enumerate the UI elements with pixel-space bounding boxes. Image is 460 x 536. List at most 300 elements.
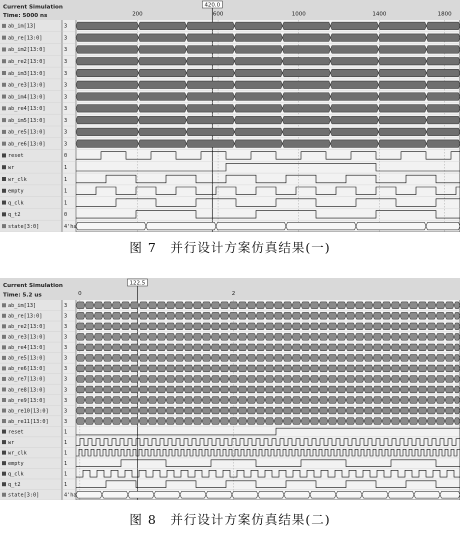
bus-segment bbox=[193, 323, 202, 330]
signal-value: 4'ha bbox=[64, 492, 77, 499]
bus-segment bbox=[184, 386, 193, 393]
signal-type-icon bbox=[2, 224, 6, 228]
bus-segment bbox=[202, 376, 211, 383]
bus-segment bbox=[301, 418, 310, 425]
state-segment bbox=[284, 491, 310, 498]
header-bar bbox=[0, 0, 460, 20]
bus-segment bbox=[112, 397, 121, 404]
bus-segment bbox=[166, 323, 175, 330]
bus-segment bbox=[202, 418, 211, 425]
bus-segment bbox=[112, 344, 121, 351]
bus-segment bbox=[301, 365, 310, 372]
bus-segment bbox=[355, 312, 364, 319]
bus-segment bbox=[445, 418, 454, 425]
bus-segment bbox=[337, 323, 346, 330]
bus-segment bbox=[391, 397, 400, 404]
bus-segment bbox=[319, 355, 328, 362]
bus-segment bbox=[346, 323, 355, 330]
bus-segment bbox=[220, 344, 229, 351]
bus-segment bbox=[238, 418, 247, 425]
signal-value: 3 bbox=[64, 47, 68, 54]
bus-segment bbox=[328, 323, 337, 330]
bus-segment bbox=[211, 365, 220, 372]
bus-segment bbox=[282, 128, 330, 136]
bus-segment bbox=[256, 407, 265, 414]
bus-segment bbox=[234, 46, 282, 54]
bus-segment bbox=[328, 344, 337, 351]
bus-segment bbox=[283, 323, 292, 330]
signal-name: empty bbox=[8, 188, 24, 195]
bus-segment bbox=[454, 302, 460, 309]
bus-segment bbox=[310, 344, 319, 351]
bus-segment bbox=[175, 418, 184, 425]
bus-segment bbox=[76, 128, 138, 136]
header-title: Current Simulation bbox=[3, 4, 63, 11]
signal-type-icon bbox=[2, 130, 6, 134]
bus-segment bbox=[426, 34, 460, 42]
bus-segment bbox=[355, 302, 364, 309]
bus-segment bbox=[310, 355, 319, 362]
bus-segment bbox=[427, 365, 436, 372]
bus-segment bbox=[76, 333, 85, 340]
bus-segment bbox=[301, 323, 310, 330]
bus-segment bbox=[454, 344, 460, 351]
bus-segment bbox=[175, 323, 184, 330]
signal-type-icon bbox=[2, 324, 6, 328]
bus-segment bbox=[157, 386, 166, 393]
bus-segment bbox=[310, 397, 319, 404]
bus-segment bbox=[148, 365, 157, 372]
bus-segment bbox=[330, 34, 378, 42]
signal-name: ab_re3[13:0] bbox=[8, 334, 46, 341]
bus-segment bbox=[274, 365, 283, 372]
bus-segment bbox=[373, 365, 382, 372]
bus-segment bbox=[292, 418, 301, 425]
signal-value: 3 bbox=[64, 334, 68, 341]
signal-value: 1 bbox=[64, 165, 68, 172]
bus-segment bbox=[184, 302, 193, 309]
bus-segment bbox=[76, 407, 85, 414]
signal-name: wr_clk bbox=[8, 450, 27, 457]
bus-segment bbox=[427, 355, 436, 362]
bus-segment bbox=[328, 397, 337, 404]
bus-segment bbox=[265, 312, 274, 319]
bus-segment bbox=[454, 418, 460, 425]
bus-segment bbox=[364, 355, 373, 362]
bus-segment bbox=[454, 365, 460, 372]
bus-segment bbox=[373, 312, 382, 319]
bus-segment bbox=[337, 418, 346, 425]
bus-segment bbox=[282, 46, 330, 54]
bus-segment bbox=[76, 34, 138, 42]
bus-segment bbox=[76, 323, 85, 330]
bus-segment bbox=[211, 333, 220, 340]
bus-segment bbox=[85, 333, 94, 340]
bus-segment bbox=[426, 116, 460, 124]
bus-segment bbox=[409, 407, 418, 414]
bus-segment bbox=[382, 386, 391, 393]
signal-name: q_clk bbox=[8, 471, 24, 478]
bus-segment bbox=[409, 355, 418, 362]
bus-segment bbox=[76, 302, 85, 309]
bus-segment bbox=[274, 386, 283, 393]
bus-segment bbox=[112, 386, 121, 393]
bus-segment bbox=[166, 376, 175, 383]
bus-segment bbox=[445, 376, 454, 383]
bus-segment bbox=[202, 365, 211, 372]
bus-segment bbox=[328, 302, 337, 309]
bus-segment bbox=[121, 376, 130, 383]
bus-segment bbox=[378, 69, 426, 77]
bus-segment bbox=[234, 22, 282, 30]
bus-segment bbox=[330, 46, 378, 54]
bus-segment bbox=[247, 333, 256, 340]
signal-type-icon bbox=[2, 165, 6, 169]
bus-segment bbox=[355, 333, 364, 340]
bus-segment bbox=[229, 397, 238, 404]
bus-segment bbox=[274, 302, 283, 309]
bus-segment bbox=[292, 323, 301, 330]
signal-name: ab_re3[13:0] bbox=[8, 82, 46, 89]
signal-name: ab_re11[13:0] bbox=[8, 418, 49, 425]
bus-segment bbox=[184, 323, 193, 330]
bus-segment bbox=[256, 386, 265, 393]
bus-segment bbox=[112, 365, 121, 372]
signal-name: wr bbox=[8, 439, 15, 446]
time-tick-label: 600 bbox=[212, 11, 224, 18]
bus-segment bbox=[373, 333, 382, 340]
signal-name: wr bbox=[8, 165, 15, 172]
bus-segment bbox=[426, 57, 460, 65]
bus-segment bbox=[130, 333, 139, 340]
bus-segment bbox=[427, 407, 436, 414]
bus-segment bbox=[310, 407, 319, 414]
bus-segment bbox=[157, 312, 166, 319]
bus-segment bbox=[409, 302, 418, 309]
bus-segment bbox=[391, 344, 400, 351]
bus-segment bbox=[130, 386, 139, 393]
bus-segment bbox=[346, 344, 355, 351]
time-tick-label: 0 bbox=[78, 291, 82, 298]
bus-segment bbox=[148, 386, 157, 393]
bus-segment bbox=[400, 302, 409, 309]
bus-segment bbox=[427, 312, 436, 319]
bus-segment bbox=[148, 376, 157, 383]
bus-segment bbox=[337, 344, 346, 351]
bus-segment bbox=[445, 365, 454, 372]
bus-segment bbox=[220, 312, 229, 319]
state-segment bbox=[258, 491, 284, 498]
bus-segment bbox=[391, 376, 400, 383]
bus-segment bbox=[274, 333, 283, 340]
bus-segment bbox=[427, 323, 436, 330]
bus-segment bbox=[454, 407, 460, 414]
bus-segment bbox=[337, 302, 346, 309]
bus-segment bbox=[166, 302, 175, 309]
bus-segment bbox=[238, 344, 247, 351]
bus-segment bbox=[186, 128, 234, 136]
bus-segment bbox=[148, 312, 157, 319]
bus-segment bbox=[382, 418, 391, 425]
bus-segment bbox=[301, 355, 310, 362]
bus-segment bbox=[364, 312, 373, 319]
bus-segment bbox=[378, 57, 426, 65]
bus-segment bbox=[373, 376, 382, 383]
signal-type-icon bbox=[2, 59, 6, 63]
state-segment bbox=[154, 491, 180, 498]
bus-segment bbox=[130, 323, 139, 330]
bus-segment bbox=[76, 344, 85, 351]
bus-segment bbox=[139, 397, 148, 404]
bus-segment bbox=[220, 333, 229, 340]
bus-segment bbox=[138, 57, 186, 65]
bus-segment bbox=[373, 386, 382, 393]
signal-value: 0 bbox=[64, 212, 68, 219]
bus-segment bbox=[85, 302, 94, 309]
signal-value: 3 bbox=[64, 106, 68, 113]
bus-segment bbox=[85, 323, 94, 330]
bus-segment bbox=[355, 407, 364, 414]
bus-segment bbox=[282, 93, 330, 101]
bus-segment bbox=[330, 140, 378, 148]
bus-segment bbox=[382, 323, 391, 330]
signal-type-icon bbox=[2, 366, 6, 370]
bus-segment bbox=[76, 355, 85, 362]
bus-segment bbox=[121, 407, 130, 414]
bus-segment bbox=[454, 333, 460, 340]
bus-segment bbox=[346, 376, 355, 383]
bus-segment bbox=[76, 386, 85, 393]
bus-segment bbox=[292, 312, 301, 319]
bus-segment bbox=[247, 397, 256, 404]
bus-segment bbox=[391, 418, 400, 425]
bus-segment bbox=[139, 418, 148, 425]
header-bar bbox=[0, 278, 460, 300]
bus-segment bbox=[220, 397, 229, 404]
bus-segment bbox=[229, 365, 238, 372]
bus-segment bbox=[418, 333, 427, 340]
bus-segment bbox=[256, 397, 265, 404]
bus-segment bbox=[121, 312, 130, 319]
bus-segment bbox=[445, 333, 454, 340]
bus-segment bbox=[282, 57, 330, 65]
bus-segment bbox=[148, 418, 157, 425]
signal-type-icon bbox=[2, 83, 6, 87]
bus-segment bbox=[247, 302, 256, 309]
bus-segment bbox=[265, 344, 274, 351]
bus-segment bbox=[283, 344, 292, 351]
bus-segment bbox=[94, 312, 103, 319]
bus-segment bbox=[94, 376, 103, 383]
bus-segment bbox=[292, 407, 301, 414]
bus-segment bbox=[229, 376, 238, 383]
bus-segment bbox=[382, 397, 391, 404]
bus-segment bbox=[292, 302, 301, 309]
header-time: Time: 5000 ns bbox=[3, 13, 48, 19]
bus-segment bbox=[391, 365, 400, 372]
state-segment bbox=[356, 222, 426, 230]
state-segment bbox=[76, 491, 102, 498]
bus-segment bbox=[85, 397, 94, 404]
bus-segment bbox=[238, 355, 247, 362]
signal-type-icon bbox=[2, 482, 6, 486]
bus-segment bbox=[427, 397, 436, 404]
signal-value: 3 bbox=[64, 408, 68, 415]
time-tick-label: 2 bbox=[231, 291, 236, 298]
bus-segment bbox=[346, 397, 355, 404]
bus-segment bbox=[378, 93, 426, 101]
bus-segment bbox=[157, 376, 166, 383]
bus-segment bbox=[229, 386, 238, 393]
bus-segment bbox=[265, 397, 274, 404]
bus-segment bbox=[265, 418, 274, 425]
signal-value: 3 bbox=[64, 117, 68, 124]
bus-segment bbox=[426, 22, 460, 30]
bus-segment bbox=[256, 376, 265, 383]
bus-segment bbox=[409, 397, 418, 404]
bus-segment bbox=[193, 312, 202, 319]
bus-segment bbox=[94, 397, 103, 404]
bus-segment bbox=[175, 355, 184, 362]
signal-name: reset bbox=[8, 153, 24, 160]
bus-segment bbox=[274, 397, 283, 404]
bus-segment bbox=[112, 302, 121, 309]
signal-value: 3 bbox=[64, 129, 68, 136]
bus-segment bbox=[328, 365, 337, 372]
signal-value: 3 bbox=[64, 82, 68, 89]
bus-segment bbox=[283, 365, 292, 372]
bus-segment bbox=[418, 323, 427, 330]
signal-type-icon bbox=[2, 356, 6, 360]
bus-segment bbox=[400, 355, 409, 362]
bus-segment bbox=[211, 355, 220, 362]
bus-segment bbox=[148, 333, 157, 340]
bus-segment bbox=[418, 418, 427, 425]
bus-segment bbox=[85, 365, 94, 372]
bus-segment bbox=[247, 323, 256, 330]
bus-segment bbox=[283, 386, 292, 393]
bus-segment bbox=[283, 333, 292, 340]
bus-segment bbox=[211, 312, 220, 319]
bus-segment bbox=[330, 22, 378, 30]
bus-segment bbox=[427, 302, 436, 309]
bus-segment bbox=[364, 365, 373, 372]
bus-segment bbox=[186, 34, 234, 42]
bus-segment bbox=[265, 333, 274, 340]
bus-segment bbox=[121, 355, 130, 362]
signal-type-icon bbox=[2, 398, 6, 402]
signal-value: 3 bbox=[64, 141, 68, 148]
bus-segment bbox=[265, 407, 274, 414]
bus-segment bbox=[274, 418, 283, 425]
bus-segment bbox=[283, 418, 292, 425]
bus-segment bbox=[274, 376, 283, 383]
signal-name: ab_re5[13:0] bbox=[8, 129, 46, 136]
bus-segment bbox=[157, 397, 166, 404]
signal-name: ab_re[13:0] bbox=[8, 35, 43, 42]
bus-segment bbox=[247, 355, 256, 362]
signal-name: ab_re2[13:0] bbox=[8, 324, 46, 331]
time-tick-label: 1400 bbox=[372, 11, 387, 18]
bus-segment bbox=[220, 302, 229, 309]
bus-segment bbox=[94, 418, 103, 425]
bus-segment bbox=[166, 355, 175, 362]
figure-7 bbox=[0, 0, 460, 232]
bus-segment bbox=[94, 355, 103, 362]
bus-segment bbox=[94, 344, 103, 351]
bus-segment bbox=[274, 355, 283, 362]
bus-segment bbox=[364, 344, 373, 351]
bus-segment bbox=[234, 57, 282, 65]
bus-segment bbox=[166, 344, 175, 351]
bus-segment bbox=[202, 302, 211, 309]
bus-segment bbox=[310, 418, 319, 425]
state-segment bbox=[310, 491, 336, 498]
bus-segment bbox=[346, 418, 355, 425]
bus-segment bbox=[76, 105, 138, 113]
bus-segment bbox=[328, 407, 337, 414]
bus-segment bbox=[445, 397, 454, 404]
signal-type-icon bbox=[2, 142, 6, 146]
bus-segment bbox=[186, 93, 234, 101]
bus-segment bbox=[436, 344, 445, 351]
bus-segment bbox=[319, 386, 328, 393]
bus-segment bbox=[283, 312, 292, 319]
bus-segment bbox=[112, 323, 121, 330]
bus-segment bbox=[166, 418, 175, 425]
bus-segment bbox=[346, 333, 355, 340]
bus-segment bbox=[157, 355, 166, 362]
bus-segment bbox=[157, 365, 166, 372]
bus-segment bbox=[282, 81, 330, 89]
bus-segment bbox=[378, 22, 426, 30]
bus-segment bbox=[220, 407, 229, 414]
bus-segment bbox=[112, 333, 121, 340]
bus-segment bbox=[220, 365, 229, 372]
bus-segment bbox=[121, 302, 130, 309]
bus-segment bbox=[409, 344, 418, 351]
signal-type-icon bbox=[2, 106, 6, 110]
bus-segment bbox=[454, 386, 460, 393]
bus-segment bbox=[256, 418, 265, 425]
bus-segment bbox=[166, 365, 175, 372]
bus-segment bbox=[148, 355, 157, 362]
signal-value: 3 bbox=[64, 324, 68, 331]
signal-type-icon bbox=[2, 314, 6, 318]
signal-value: 1 bbox=[64, 439, 68, 446]
state-segment bbox=[128, 491, 154, 498]
bus-segment bbox=[364, 302, 373, 309]
bus-segment bbox=[282, 116, 330, 124]
bus-segment bbox=[409, 376, 418, 383]
bus-segment bbox=[238, 333, 247, 340]
bus-segment bbox=[103, 386, 112, 393]
bus-segment bbox=[382, 355, 391, 362]
bus-segment bbox=[378, 34, 426, 42]
signal-name: wr_clk bbox=[8, 176, 27, 183]
bus-segment bbox=[274, 407, 283, 414]
bus-segment bbox=[184, 344, 193, 351]
bus-segment bbox=[139, 344, 148, 351]
signal-name: ab_re7[13:0] bbox=[8, 376, 46, 383]
bus-segment bbox=[382, 376, 391, 383]
signal-value: 4'ha bbox=[64, 223, 77, 230]
signal-type-icon bbox=[2, 409, 6, 413]
bus-segment bbox=[337, 397, 346, 404]
signal-type-icon bbox=[2, 36, 6, 40]
bus-segment bbox=[292, 397, 301, 404]
bus-segment bbox=[418, 344, 427, 351]
